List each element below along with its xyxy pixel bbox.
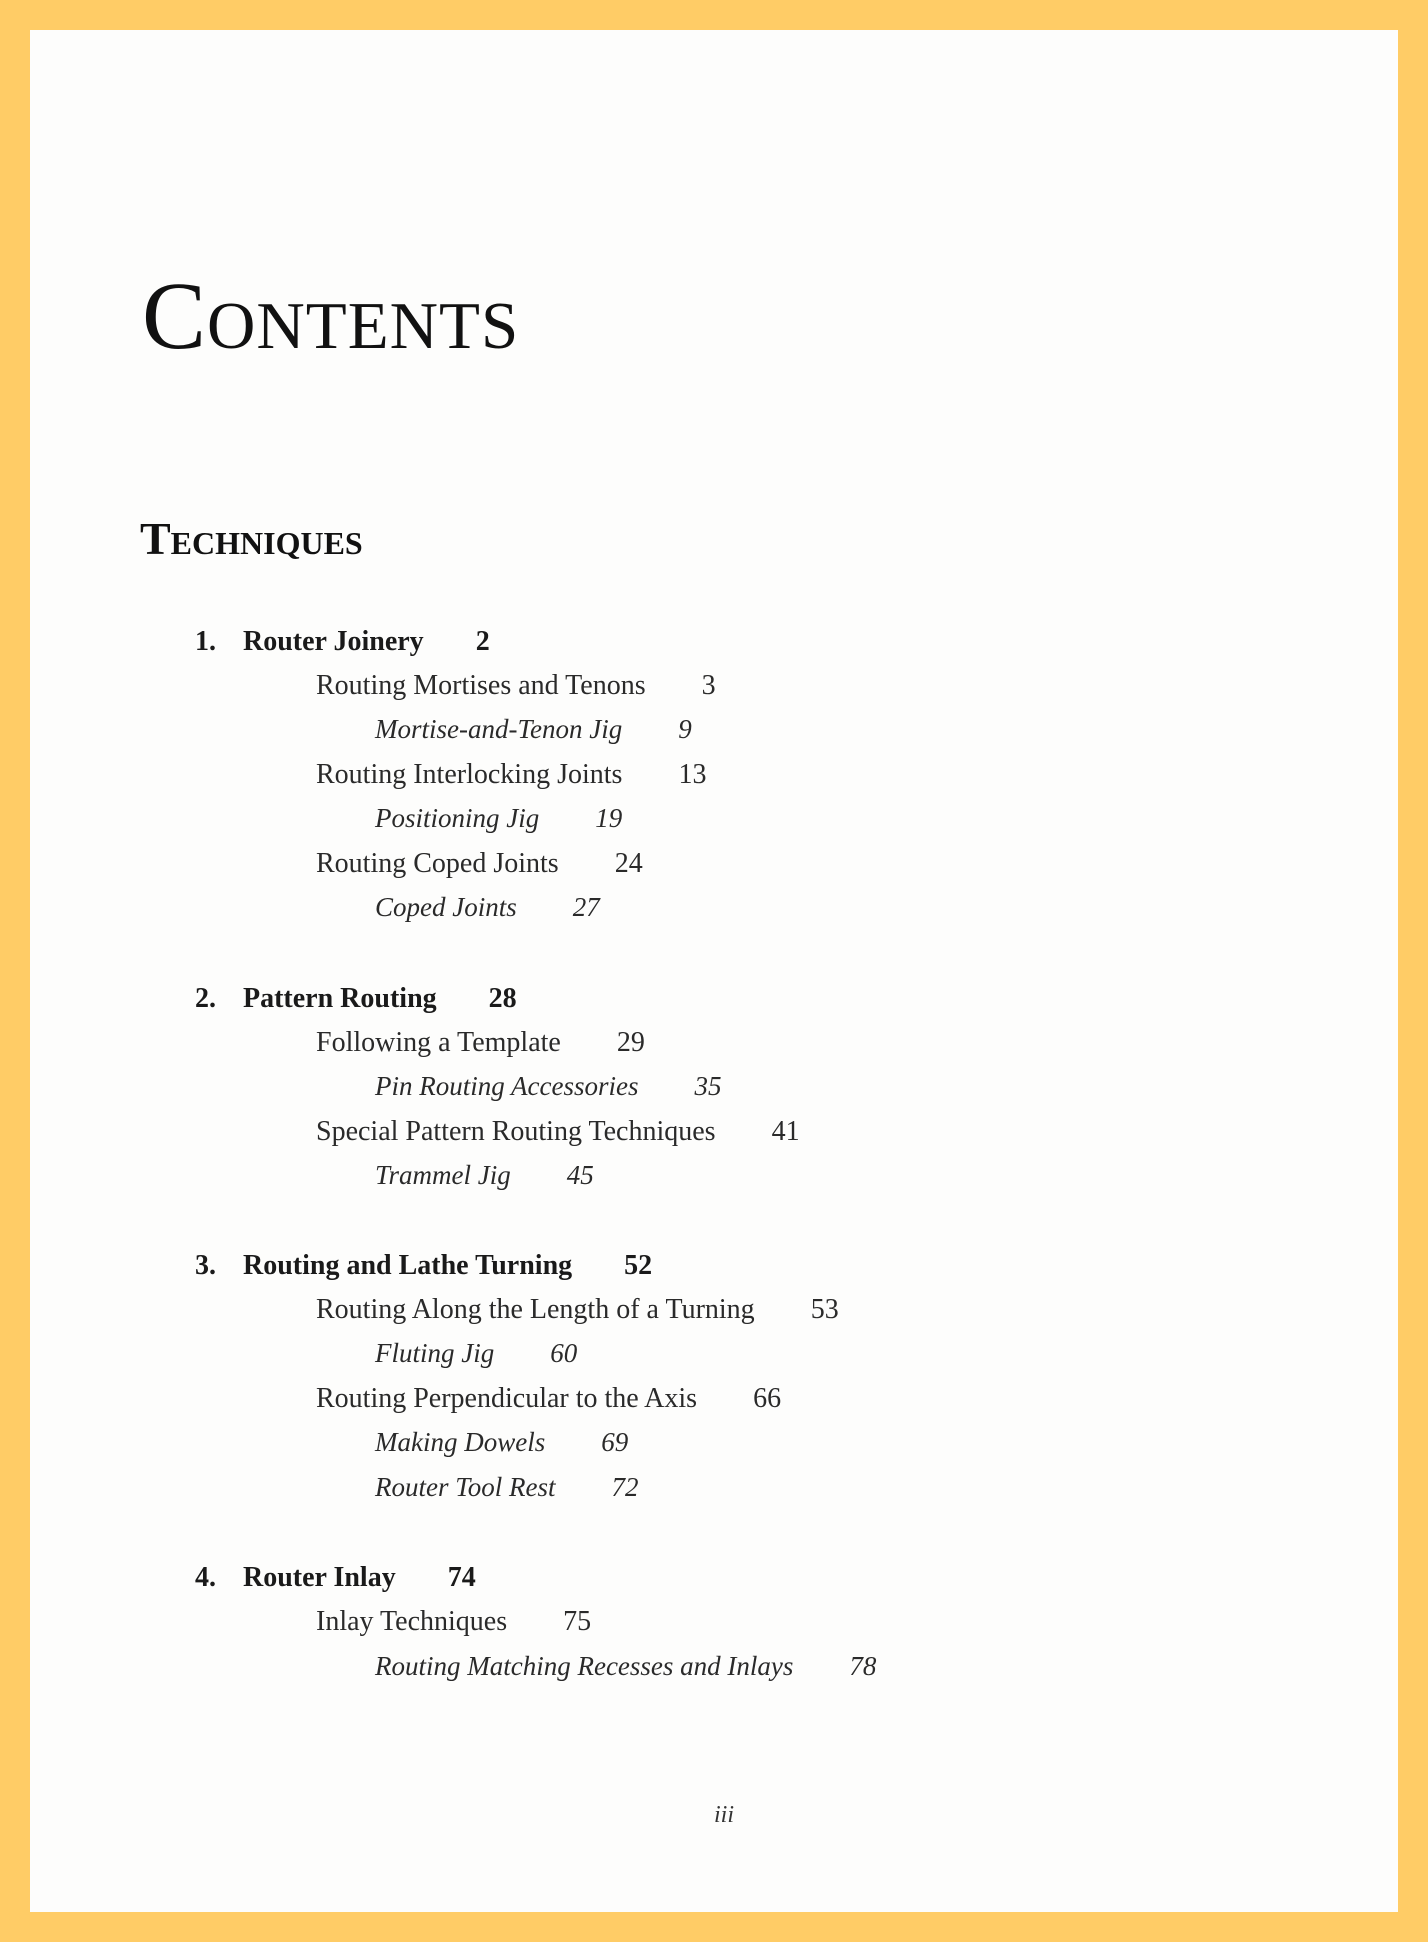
page-number: 53 [810,1294,839,1325]
subsection-title: Following a Template [316,1027,561,1058]
subsection-entry[interactable] [316,1385,781,1413]
project-entry[interactable] [375,1340,577,1367]
chapter-title: Pattern Routing [243,983,437,1014]
page-number: 45 [566,1160,594,1190]
chapter-entry[interactable] [195,1564,476,1592]
subsection-entry[interactable] [316,1608,591,1636]
project-title: Mortise-and-Tenon Jig [375,714,623,744]
page-number: 74 [447,1562,476,1593]
subsection-title: Routing Interlocking Joints [316,759,623,790]
subsection-title: Routing Perpendicular to the Axis [316,1383,698,1414]
project-entry[interactable] [375,1474,639,1501]
project-title: Positioning Jig [375,803,540,833]
folio-page-number: iii [713,1802,734,1828]
page-number: 2 [475,626,490,657]
page-number: 13 [678,759,707,790]
project-title: Trammel Jig [375,1160,511,1190]
subsection-title: Routing Coped Joints [316,848,559,879]
section-heading: Techniques [140,513,363,564]
project-title: Fluting Jig [375,1338,495,1368]
project-entry[interactable] [375,805,622,832]
chapter-title: Router Inlay [243,1562,396,1593]
project-title: Making Dowels [375,1427,546,1457]
page-number: 27 [572,892,600,922]
chapter-entry[interactable] [195,985,517,1013]
subsection-entry[interactable] [316,1296,839,1324]
page-number: 75 [563,1606,592,1637]
chapter-title: Router Joinery [243,626,424,657]
chapter-entry[interactable] [195,628,490,656]
book-page [30,30,1398,1912]
chapter-number: 4. [195,1562,216,1593]
page-number: 66 [753,1383,782,1414]
project-title: Routing Matching Recesses and Inlays [375,1651,794,1681]
project-entry[interactable] [375,1429,628,1456]
subsection-entry[interactable] [316,672,716,700]
page-number: 9 [678,714,692,744]
project-title: Router Tool Rest [375,1472,556,1502]
subsection-title: Routing Mortises and Tenons [316,670,646,701]
subsection-entry[interactable] [316,761,706,789]
chapter-number: 3. [195,1250,216,1281]
project-title: Coped Joints [375,892,517,922]
subsection-title: Special Pattern Routing Techniques [316,1116,716,1147]
table-of-contents [30,30,1398,1912]
page-number: 19 [595,803,623,833]
project-entry[interactable] [375,1162,594,1189]
page-number: 35 [694,1071,722,1101]
subsection-entry[interactable] [316,1118,800,1146]
project-entry[interactable] [375,716,692,743]
chapter-title: Routing and Lathe Turning [243,1250,573,1281]
page-number: 28 [488,983,517,1014]
project-title: Pin Routing Accessories [375,1071,639,1101]
chapter-entry[interactable] [195,1252,652,1280]
subsection-entry[interactable] [316,1029,645,1057]
page-number: 78 [849,1651,877,1681]
subsection-title: Inlay Techniques [316,1606,508,1637]
project-entry[interactable] [375,1073,721,1100]
page-number: 52 [624,1250,653,1281]
chapter-number: 2. [195,983,216,1014]
page-number: 29 [616,1027,645,1058]
page-number: 60 [550,1338,578,1368]
page-number: 24 [614,848,643,879]
chapter-number: 1. [195,626,216,657]
page-number: 72 [611,1472,639,1502]
project-entry[interactable] [375,1653,876,1680]
page-number: 3 [701,670,716,701]
subsection-entry[interactable] [316,850,643,878]
project-entry[interactable] [375,894,600,921]
subsection-title: Routing Along the Length of a Turning [316,1294,755,1325]
page-number: 41 [771,1116,800,1147]
page-number: 69 [601,1427,629,1457]
page-title: Contents [142,262,520,369]
